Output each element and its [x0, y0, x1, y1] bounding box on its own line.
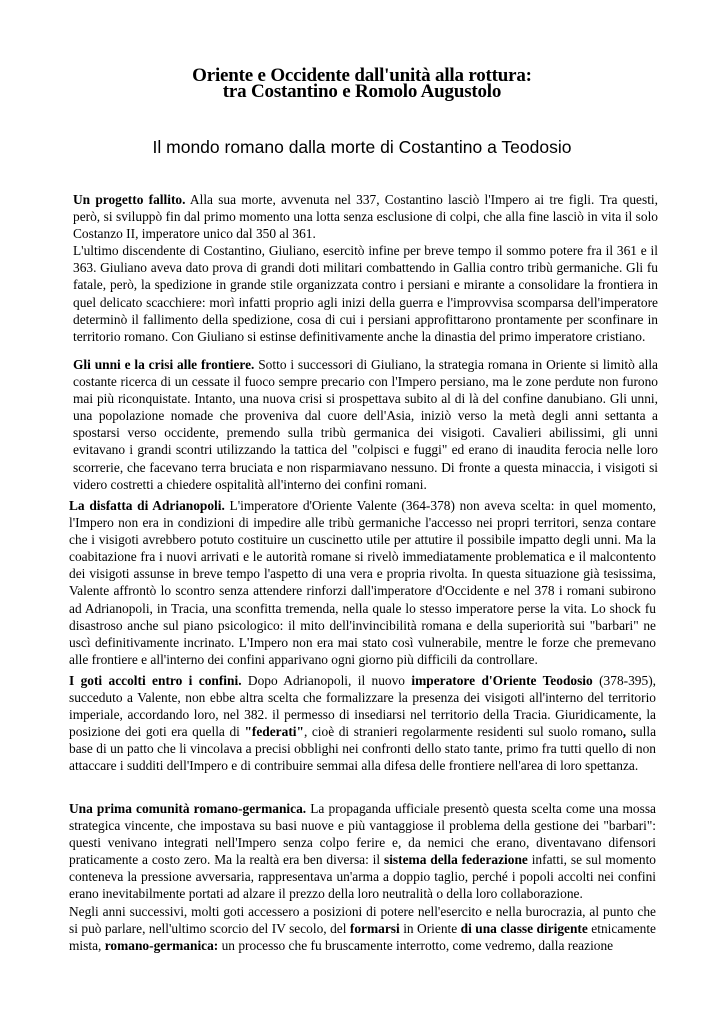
paragraph-unni-crisi-frontiere [73, 356, 658, 493]
paragraph-comunita-romano-germanica [69, 800, 656, 954]
paragraph-text: sulla base di un patto che li vincolava a precisi obblighi nei confronti dello stato tante, primo fra tutti quello di non attaccare i sudditi dell'Impero e di contribuire semmai alla difesa delle frontiere nell'area di loro spettanza. [69, 724, 657, 774]
paragraph-emphasis: , [622, 724, 627, 740]
paragraph-progetto-fallito [73, 191, 658, 345]
paragraph-text: etnicamente mista, [69, 920, 656, 953]
paragraph-heading: Gli unni e la crisi alle frontiere. [73, 357, 255, 372]
paragraph-heading: Una prima comunità romano-germanica. [69, 801, 307, 816]
paragraph-emphasis: di una classe dirigente [460, 920, 588, 936]
paragraph-text: Sotto i successori di Giuliano, la strategia romana in Oriente si limitò alla costante ricerca di un cessate il fuoco sempre precario con l'Impero persiano, ma le zone perdute non furono mai più riconquistate. Intanto, una nuova crisi si prospettava subito al di là del confine danubiano. Gli unni, una popolazione nomade che proveniva dal cuore dell'Asia, iniziò verso la metà degli anni settanta a spostarsi verso occidente, premendo sulla tribù germanica dei visigoti. Cavalieri abilissimi, gli unni evitavano i grandi scontri utilizzando la tattica del "colpisci e fuggi" ed erano di inaudita ferocia nelle loro scorrerie, che facevano terra bruciata e non risparmiavano nessuno. Di fronte a questa minaccia, i visigoti si videro costretti a chiedere ospitalità all'interno dei confini romani. [73, 357, 659, 492]
document-title-line-1: Oriente e Occidente dall'unità alla rottura: [192, 65, 532, 86]
paragraph-text: L'ultimo discendente di Costantino, Giuliano, esercitò infine per breve tempo il sommo potere fra il 361 e il 363. Giuliano aveva dato prova di grandi doti militari combattendo in Gallia contro tribù germaniche. Gli fu fatale, però, la spedizione in grande stile organizzata contro i persiani e mirante a consolidare la frontiera in quel delicato scacchiere: morì infatti proprio agli inizi della guerra e l'improvvisa scomparsa dell'imperatore determinò il fallimento della spedizione, cosa di cui i persiani approfittarono prontamente per sconfinare in territorio romano. Con Giuliano si estinse definitivamente anche la dinastia del primo imperatore cristiano. [73, 243, 658, 344]
paragraph-emphasis: sistema della federazione [384, 852, 528, 868]
document-subtitle: Il mondo romano dalla morte di Costantino a Teodosio [152, 137, 572, 157]
paragraph-goti-accolti [69, 672, 656, 775]
paragraph-disfatta-adrianopoli [69, 497, 656, 668]
paragraph-emphasis: "federati" [244, 724, 304, 740]
paragraph-emphasis: imperatore d'Oriente Teodosio [411, 673, 593, 688]
paragraph-text: L'imperatore d'Oriente Valente (364-378) non aveva scelta: in quel momento, l'Impero non era in condizioni di impedire alle tribù germaniche l'accesso nei propri territori, senza contare che i visigoti avrebbero potuto costituire un cuscinetto utile per attutire il possibile impatto degli unni. Ma la coabitazione fra i nuovi arrivati e le autorità romane si rivelò immediatamente problematica e il malcontento dei visigoti assunse in breve tempo l'aspetto di una vera e propria rivolta. In questa situazione già tesissima, Valente affrontò lo scontro senza attendere rinforzi dall'imperatore d'Occidente e nel 378 i romani subirono ad Adrianopoli, in Tracia, una sconfitta tremenda, nella quale lo stesso imperatore perse la vita. Lo shock fu disastroso anche sul piano psicologico: il mito dell'invincibilità romana e della superiorità sui "barbari" ne uscì definitivamente incrinato. L'Impero non era mai stato così vulnerabile, mentre le forze che premevano alle frontiere e all'interno dei confini apparivano ogni giorno più difficili da controllare. [69, 498, 656, 667]
paragraph-text: , cioè di stranieri regolarmente residenti sul suolo romano [303, 724, 623, 740]
paragraph-heading: La disfatta di Adrianopoli. [69, 498, 225, 513]
paragraph-heading: Un progetto fallito. [73, 192, 186, 207]
paragraph-text: un processo che fu bruscamente interrotto, come vedremo, dalla reazione [218, 937, 614, 953]
paragraph-emphasis: formarsi [349, 920, 400, 936]
paragraph-text: Alla sua morte, avvenuta nel 337, Costantino lasciò l'Impero ai tre figli. Tra questi, però, si sviluppò fin dal primo momento una lotta senza esclusione di colpi, che alla fine lasciò in vita il solo Costanzo II, imperatore unico dal 350 al 361. [73, 192, 658, 242]
paragraph-text: La propaganda ufficiale presentò questa scelta come una mossa strategica vincente, che impostava su basi nuove e più vantaggiose il problema della gestione dei "barbari": questi venivano integrati nell'Impero senza colpo ferire e, da nemici che erano, diventavano difensori praticamente a costo zero. Ma la realtà era ben diversa: il [69, 801, 656, 868]
document-title-line-2: tra Costantino e Romolo Augustolo [222, 81, 502, 102]
paragraph-text: in Oriente [399, 920, 461, 936]
paragraph-text: infatti, se sul momento conteneva la pressione avversaria, rappresentava un'arma a doppio taglio, perché i popoli accolti nei confini erano inevitabilmente portati ad alzare il prezzo della loro neutralità o della loro collaborazione. [69, 852, 656, 902]
paragraph-text: (378-395), succeduto a Valente, non ebbe altra scelta che formalizzare la presenza dei visigoti all'interno del territorio imperiale, accordando loro, nel 382. il permesso di insediarsi nel territorio della Tracia. Giuridicamente, la posizione dei goti era quella di [69, 673, 656, 740]
paragraph-emphasis: romano-germanica: [104, 937, 219, 953]
paragraph-text: Dopo Adrianopoli, il nuovo [241, 673, 412, 688]
paragraph-heading: I goti accolti entro i confini. [69, 673, 242, 688]
paragraph-text: Negli anni successivi, molti goti accessero a posizioni di potere nell'esercito e nella burocrazia, al punto che si può parlare, nell'ultimo scorcio del IV secolo, del [69, 903, 656, 936]
